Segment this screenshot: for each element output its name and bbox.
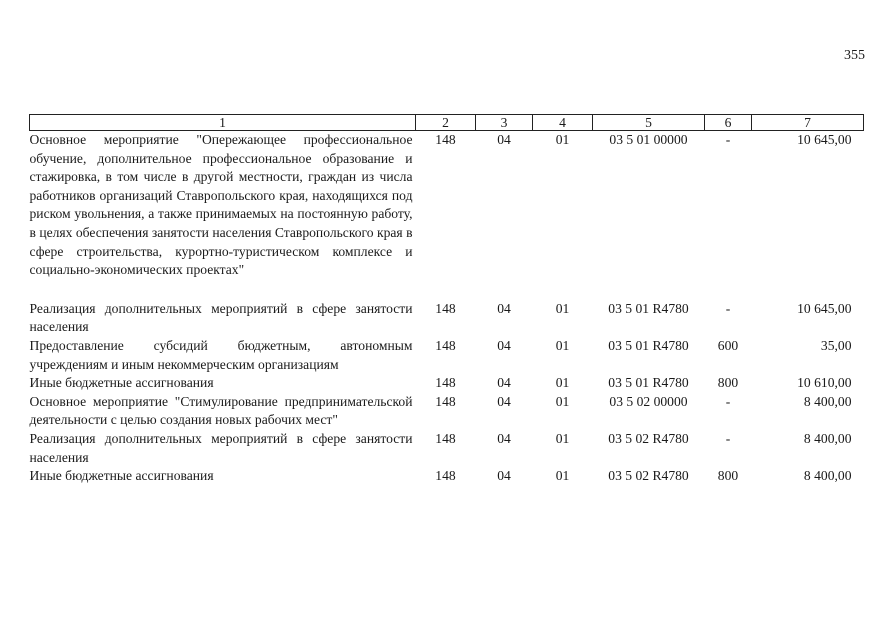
row-subsection: 01 — [555, 430, 570, 446]
row-subsection: 01 — [555, 132, 570, 147]
row-expense-type: - — [725, 132, 731, 147]
row-target-article: 03 5 01 R4780 — [608, 337, 689, 353]
row-section: 04 — [497, 468, 511, 484]
row-ministry-code: 148 — [435, 468, 456, 484]
row-section: 04 — [497, 430, 511, 446]
column-header-3: 3 — [476, 115, 533, 131]
row-section: 04 — [497, 375, 511, 391]
row-subsection: 01 — [555, 300, 570, 316]
column-header-5: 5 — [593, 115, 705, 131]
row-target-article: 03 5 02 R4780 — [608, 430, 689, 446]
column-number-row — [30, 115, 864, 131]
page-number: 355 — [844, 48, 865, 63]
budget-table-container — [29, 114, 863, 486]
table-row — [30, 337, 864, 374]
row-amount: 8 400,00 — [803, 393, 852, 409]
row-name: Иные бюджетные ассигнования — [29, 375, 214, 391]
column-header-4: 4 — [533, 115, 593, 131]
row-section: 04 — [497, 300, 511, 316]
table-row — [30, 430, 864, 467]
row-subsection: 01 — [555, 393, 570, 409]
row-ministry-code: 148 — [435, 430, 456, 446]
row-name: Основное мероприятие "Стимулирование предпринимательской деятельности с целью создания новых рабочих мест" — [29, 393, 413, 428]
row-section: 04 — [497, 393, 511, 409]
table-row — [30, 374, 864, 393]
row-expense-type: - — [725, 393, 731, 409]
row-target-article: 03 5 01 R4780 — [608, 375, 689, 391]
table-row — [30, 467, 864, 486]
row-expense-type: - — [725, 430, 731, 446]
row-name: Предоставление субсидий бюджетным, автономным учреждениям и иным некоммерческим организациям — [29, 337, 413, 372]
column-header-1: 1 — [30, 115, 416, 131]
row-target-article: 03 5 02 R4780 — [608, 468, 689, 484]
column-header-2: 2 — [416, 115, 476, 131]
row-amount: 10 610,00 — [797, 375, 852, 391]
row-expense-type: 800 — [717, 375, 739, 391]
row-ministry-code: 148 — [435, 132, 456, 147]
row-target-article: 03 5 02 00000 — [609, 393, 688, 409]
row-subsection: 01 — [555, 468, 570, 484]
table-row — [30, 393, 864, 430]
row-name: Реализация дополнительных мероприятий в сфере занятости населения — [29, 300, 413, 335]
table-row — [30, 131, 864, 280]
column-header-6: 6 — [705, 115, 752, 131]
row-amount: 8 400,00 — [803, 468, 852, 484]
row-amount: 10 645,00 — [797, 132, 852, 147]
column-header-7: 7 — [752, 115, 864, 131]
row-section: 04 — [497, 132, 511, 147]
row-ministry-code: 148 — [435, 375, 456, 391]
row-amount: 8 400,00 — [803, 430, 852, 446]
row-subsection: 01 — [555, 337, 570, 353]
row-ministry-code: 148 — [435, 337, 456, 353]
row-ministry-code: 148 — [435, 300, 456, 316]
row-spacer — [30, 280, 864, 300]
row-expense-type: - — [725, 300, 731, 316]
table-row — [30, 300, 864, 337]
budget-table — [29, 114, 864, 486]
row-expense-type: 800 — [717, 468, 739, 484]
row-ministry-code: 148 — [435, 393, 456, 409]
row-expense-type: 600 — [717, 337, 739, 353]
row-name: Основное мероприятие "Опережающее профессиональное обучение, дополнительное профессиональное образование и стажировка, в том числе в другой местности, граждан из числа работников организаций Ставропольского края, находящихся под риском увольнения, а также принимаемых на постоянную работу, в целях обеспечения занятости населения Ставропольского края в сфере строительства, курортно-туристическом комплексе и социально-экономических проектах" — [29, 132, 413, 278]
row-amount: 10 645,00 — [797, 300, 852, 316]
row-subsection: 01 — [555, 375, 570, 391]
row-name: Иные бюджетные ассигнования — [29, 468, 214, 484]
row-target-article: 03 5 01 00000 — [609, 132, 688, 147]
row-target-article: 03 5 01 R4780 — [608, 300, 689, 316]
row-section: 04 — [497, 337, 511, 353]
row-name: Реализация дополнительных мероприятий в сфере занятости населения — [29, 430, 413, 465]
row-amount: 35,00 — [820, 337, 852, 353]
